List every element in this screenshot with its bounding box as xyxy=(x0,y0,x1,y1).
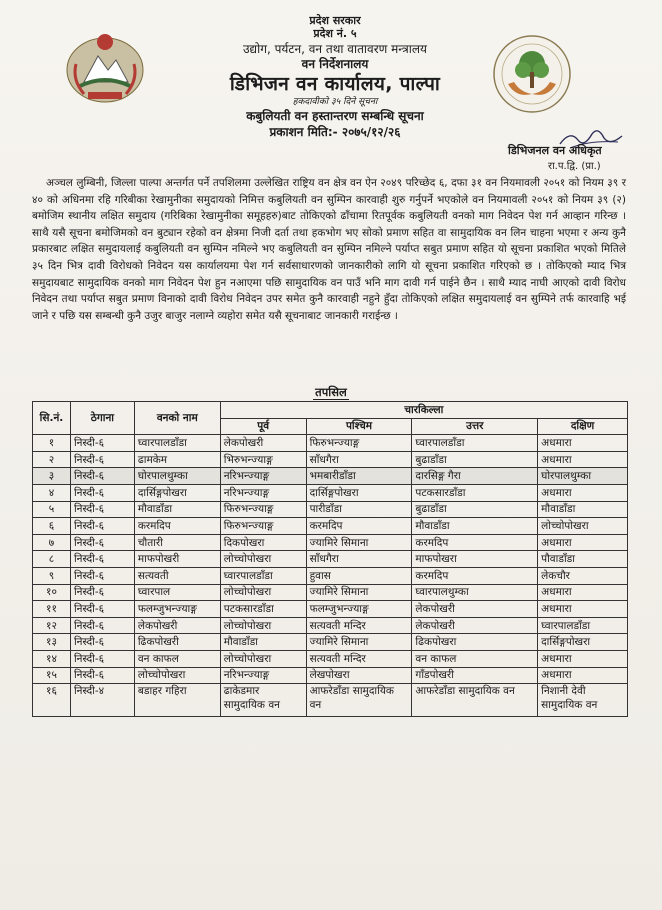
notice-subject: कबुलियती वन हस्तान्तरण सम्बन्धि सूचना xyxy=(246,109,424,123)
table-row xyxy=(33,634,628,651)
cell-south: घोरपालथुम्का xyxy=(538,468,628,485)
cell-sn: ४ xyxy=(33,484,71,501)
cell-forest-name: ढामकेम xyxy=(134,451,220,468)
cell-north: लेकपोखरी xyxy=(412,617,538,634)
cell-north: ढिकपोखरा xyxy=(412,634,538,651)
cell-west: सत्यवती मन्दिर xyxy=(306,617,412,634)
letterhead xyxy=(160,14,510,140)
cell-east: लोच्चोपोखरा xyxy=(220,551,306,568)
table-row xyxy=(33,435,628,452)
cell-address: निस्दी-६ xyxy=(70,468,134,485)
cell-east: ढाकेडमार सामुदायिक वन xyxy=(220,684,306,717)
header-north: उत्तर xyxy=(412,418,538,435)
cell-south: अधमारा xyxy=(538,601,628,618)
cell-south: मौवाडाँडा xyxy=(538,501,628,518)
cell-forest-name: सत्यवती xyxy=(134,567,220,584)
cell-north: करमदिप xyxy=(412,567,538,584)
cell-forest-name: वन काफल xyxy=(134,650,220,667)
cell-west: पारीडाँडा xyxy=(306,501,412,518)
table-row xyxy=(33,518,628,535)
cell-east: घ्वारपालडाँडा xyxy=(220,567,306,584)
cell-east: नरिभन्ज्याङ्ग xyxy=(220,667,306,684)
cell-west: आफरेडाँडा सामुदायिक वन xyxy=(306,684,412,717)
cell-west: साँधगैरा xyxy=(306,551,412,568)
cell-west: भमबारीडाँडा xyxy=(306,468,412,485)
cell-sn: ९ xyxy=(33,567,71,584)
cell-east: लोच्चोपोखरा xyxy=(220,584,306,601)
cell-west: ज्यामिरे सिमाना xyxy=(306,634,412,651)
cell-west: लेखपोखरा xyxy=(306,667,412,684)
cell-west: फलम्जुभन्ज्याङ्ग xyxy=(306,601,412,618)
table-row xyxy=(33,534,628,551)
table-row xyxy=(33,567,628,584)
cell-forest-name: लोच्चोपोखरा xyxy=(134,667,220,684)
cell-east: लोच्चोपोखरा xyxy=(220,650,306,667)
cell-sn: १ xyxy=(33,435,71,452)
table-row xyxy=(33,667,628,684)
table-body xyxy=(33,435,628,717)
table-row xyxy=(33,584,628,601)
table-row xyxy=(33,601,628,618)
cell-south: अधमारा xyxy=(538,667,628,684)
cell-north: पटकसारडाँडा xyxy=(412,484,538,501)
cell-address: निस्दी-६ xyxy=(70,601,134,618)
header-sn: सि.नं. xyxy=(33,402,71,435)
province-number: प्रदेश नं. ५ xyxy=(313,27,357,40)
cell-south: घ्वारपालडाँडा xyxy=(538,617,628,634)
cell-north: बुढाडाँडा xyxy=(412,451,538,468)
header-south: दक्षिण xyxy=(538,418,628,435)
cell-address: निस्दी-४ xyxy=(70,684,134,717)
cell-south: अधमारा xyxy=(538,534,628,551)
cell-east: भिरुभन्ज्याङ्ग xyxy=(220,451,306,468)
cell-west: सत्यवती मन्दिर xyxy=(306,650,412,667)
cell-west: हुवास xyxy=(306,567,412,584)
signatory-class: रा.प.द्वि. (प्रा.) xyxy=(548,161,601,172)
cell-sn: ५ xyxy=(33,501,71,518)
cell-address: निस्दी-६ xyxy=(70,501,134,518)
cell-north: करमदिप xyxy=(412,534,538,551)
cell-forest-name: लेकपोखरी xyxy=(134,617,220,634)
cell-forest-name: माफपोखरी xyxy=(134,551,220,568)
cell-west: साँधगैरा xyxy=(306,451,412,468)
cell-east: मौवाडाँडा xyxy=(220,634,306,651)
cell-address: निस्दी-६ xyxy=(70,435,134,452)
cell-sn: २ xyxy=(33,451,71,468)
cell-north: दारसिङ्ग गैरा xyxy=(412,468,538,485)
cell-north: गाँडपोखरी xyxy=(412,667,538,684)
cell-south: अधमारा xyxy=(538,650,628,667)
cell-north: लेकपोखरी xyxy=(412,601,538,618)
cell-south: दार्सिङ्गपोखरा xyxy=(538,634,628,651)
cell-address: निस्दी-६ xyxy=(70,650,134,667)
cell-sn: ८ xyxy=(33,551,71,568)
cell-west: फिरुभन्ज्याङ्ग xyxy=(306,435,412,452)
cell-west: ज्यामिरे सिमाना xyxy=(306,584,412,601)
cell-east: फिरुभन्ज्याङ्ग xyxy=(220,501,306,518)
nepal-emblem-icon xyxy=(62,30,148,106)
cell-east: फिरुभन्ज्याङ्ग xyxy=(220,518,306,535)
cell-forest-name: ढिकपोखरी xyxy=(134,634,220,651)
notice-period: हकदावीको ३५ दिने सूचना xyxy=(292,97,378,107)
cell-east: नरिभन्ज्याङ्ग xyxy=(220,468,306,485)
header-boundary: चारकिल्ला xyxy=(220,402,627,419)
header-west: पश्चिम xyxy=(306,418,412,435)
cell-north: मौवाडाँडा xyxy=(412,518,538,535)
office-name: डिभिजन वन कार्यालय, पाल्पा xyxy=(229,73,441,95)
cell-forest-name: घोरपालथुम्का xyxy=(134,468,220,485)
cell-east: नरिभन्ज्याङ्ग xyxy=(220,484,306,501)
cell-address: निस्दी-६ xyxy=(70,634,134,651)
forest-schedule-table xyxy=(32,401,628,717)
cell-sn: ६ xyxy=(33,518,71,535)
cell-south: अधमारा xyxy=(538,484,628,501)
header-forest-name: वनको नाम xyxy=(134,402,220,435)
cell-south: निशानी देवी सामुदायिक वन xyxy=(538,684,628,717)
table-row xyxy=(33,451,628,468)
table-row xyxy=(33,484,628,501)
cell-south: अधमारा xyxy=(538,584,628,601)
cell-address: निस्दी-६ xyxy=(70,551,134,568)
cell-east: दिकपोखरा xyxy=(220,534,306,551)
cell-sn: १३ xyxy=(33,634,71,651)
cell-forest-name: मौवाडाँडा xyxy=(134,501,220,518)
table-row xyxy=(33,684,628,717)
cell-south: लोच्चोपोखरा xyxy=(538,518,628,535)
cell-south: अधमारा xyxy=(538,435,628,452)
cell-sn: १४ xyxy=(33,650,71,667)
table-row xyxy=(33,501,628,518)
cell-forest-name: चौतारी xyxy=(134,534,220,551)
header-address: ठेगाना xyxy=(70,402,134,435)
cell-forest-name: घ्वारपाल xyxy=(134,584,220,601)
cell-forest-name: फलम्जुभन्ज्याङ्ग xyxy=(134,601,220,618)
cell-south: पौवाडाँडा xyxy=(538,551,628,568)
table-row xyxy=(33,650,628,667)
schedule-title-wrap xyxy=(0,385,662,400)
cell-forest-name: दार्सिङ्गपोखरा xyxy=(134,484,220,501)
cell-east: लोच्चोपोखरा xyxy=(220,617,306,634)
cell-sn: १६ xyxy=(33,684,71,717)
cell-address: निस्दी-६ xyxy=(70,518,134,535)
cell-north: वन काफल xyxy=(412,650,538,667)
table-row xyxy=(33,617,628,634)
cell-address: निस्दी-६ xyxy=(70,667,134,684)
cell-west: दार्सिङ्गपोखरा xyxy=(306,484,412,501)
table-row xyxy=(33,551,628,568)
cell-north: आफरेडाँडा सामुदायिक वन xyxy=(412,684,538,717)
cell-forest-name: बडाहर गहिरा xyxy=(134,684,220,717)
publish-date: प्रकाशन मिति:- २०७५/१२/२६ xyxy=(269,125,401,139)
cell-sn: ११ xyxy=(33,601,71,618)
cell-forest-name: करमदिप xyxy=(134,518,220,535)
cell-north: माफपोखरा xyxy=(412,551,538,568)
cell-east: लेकपोखरी xyxy=(220,435,306,452)
cell-address: निस्दी-६ xyxy=(70,451,134,468)
directorate-name: वन निर्देशनालय xyxy=(301,57,369,71)
signatory-title: डिभिजनल वन अधिकृत xyxy=(508,144,602,157)
ministry-name: उद्योग, पर्यटन, वन तथा वातावरण मन्त्रालय xyxy=(242,42,428,56)
cell-sn: ७ xyxy=(33,534,71,551)
cell-north: घ्वारपालडाँडा xyxy=(412,435,538,452)
cell-north: घ्वारपालथुम्का xyxy=(412,584,538,601)
cell-north: बुढाडाँडा xyxy=(412,501,538,518)
header-east: पूर्व xyxy=(220,418,306,435)
cell-address: निस्दी-६ xyxy=(70,567,134,584)
cell-west: करमदिप xyxy=(306,518,412,535)
notice-body: अञ्चल लुम्बिनी, जिल्ला पाल्पा अन्तर्गत पर्ने तपशिलमा उल्लेखित राष्ट्रिय वन क्षेत्र वन ऐन २०४९ परिच्छेद ६, दफा ३१ वन नियमावली २०५१ को नियम ३९ र ४० को अधिनमा रहि गरिबीका रेखामुनीका समुदायको निमित्त कबुलियती वन सुम्पिन कारवाही शुरु गर्नुपर्ने भएकोले वन नियमावली २०५१ को नियम ३९ (२) बमोजिम स्थानीय लक्षित समुदाय (गरिबिका रेखामुनीका समूहहरु)बाट तोकिएको ढाँचामा रितपूर्वक कबुलियती वनको माग निवेदन पेश गर्न आव्हान गरिन्छ । साथै यसै सूचना बमोजिमको वन बुट्यान रहेको वन क्षेत्रमा निजी दर्ता तथा हकभोग भए सोको प्रमाण सहित वा सामुदायिक वन लिन चाहना भएमा र अन्य कुनै प्रकारबाट लक्षित समुदायलाई कबुलियती वन सुम्पिन नमिल्ने भए कबुलियती वन सुम्पिन नमिल्ने पर्याप्त सबुत प्रमाण सहित यो सूचना प्रकाशित भएको मितिले ३५ दिन भित्र दावी विरोधको निवेदन यस कार्यालयमा पेश गर्न सर्वसाधारणको जानकारीको लागि यो सूचना प्रकाशित गरिएको छ । तोकिएको म्याद भित्र समुदायबाट सामुदायिक वनको माग निवेदन पेश हुन नआएमा पछि सामुदायिक वन पाउँ भनि माग दावी गर्न पाईने छैन । साथै म्याद नाघी आएको दावी विरोध निवेदन तथा पर्याप्त सबुत प्रमाण विनाको दावी विरोध निवेदन उपर समेत कुनै कारवाही नहुने हुँदा तोकिएको लक्षित समुदायलाई वन सुम्पिने तर्फ कारवाहि भई जाने र पछि यस सम्बन्धी कुनै उजुर बाजुर नलाग्ने व्यहोरा समेत यसै सूचनाबाट जानकारी गराईन्छ । xyxy=(32,177,626,322)
schedule-title: तपसिल xyxy=(315,385,347,399)
cell-address: निस्दी-६ xyxy=(70,584,134,601)
cell-address: निस्दी-६ xyxy=(70,617,134,634)
cell-south: लेकचौर xyxy=(538,567,628,584)
cell-address: निस्दी-६ xyxy=(70,484,134,501)
table-row xyxy=(33,468,628,485)
cell-east: पटकसारडाँडा xyxy=(220,601,306,618)
cell-forest-name: घ्वारपालडाँडा xyxy=(134,435,220,452)
cell-sn: १५ xyxy=(33,667,71,684)
cell-sn: ३ xyxy=(33,468,71,485)
province-name: प्रदेश सरकार xyxy=(309,14,361,27)
cell-south: अधमारा xyxy=(538,451,628,468)
cell-west: ज्यामिरे सिमाना xyxy=(306,534,412,551)
cell-address: निस्दी-६ xyxy=(70,534,134,551)
cell-sn: १२ xyxy=(33,617,71,634)
cell-sn: १० xyxy=(33,584,71,601)
